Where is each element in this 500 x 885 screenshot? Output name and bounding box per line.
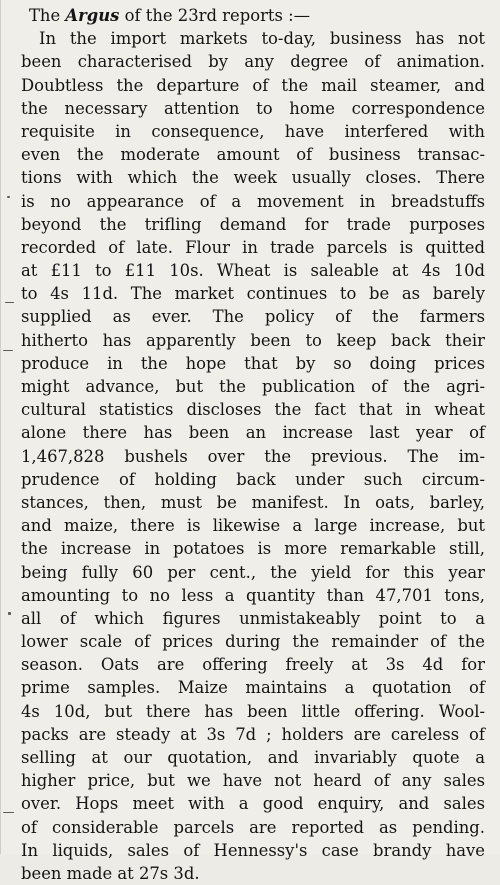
article-line: over. Hops meet with a good enquiry, and sales bbox=[21, 794, 485, 814]
article-line: at £11 to £11 10s. Wheat is saleable at 4s 10d bbox=[21, 261, 485, 281]
article-line: being fully 60 per cent., the yield for this year bbox=[21, 562, 485, 582]
article-line: the increase in potatoes is more remarkable still, bbox=[21, 539, 485, 559]
print-speck bbox=[3, 350, 13, 351]
article-line: selling at our quotation, and invariably quote a bbox=[21, 748, 485, 767]
article-line: even the moderate amount of business transac- bbox=[21, 145, 485, 165]
article-line: produce in the hope that by so doing prices bbox=[21, 353, 485, 373]
article-line: of considerable parcels are reported as pending. bbox=[21, 817, 485, 837]
article-line: stances, then, must be manifest. In oats, barley, bbox=[21, 492, 485, 512]
article-line: all of which figures unmistakeably point to a bbox=[21, 608, 485, 628]
article-line: requisite in consequence, have interfered with bbox=[21, 121, 485, 141]
article-line: tions with which the week usually closes. There bbox=[21, 168, 485, 188]
article-line: higher price, but we have not heard of any sales bbox=[21, 771, 485, 791]
article-line: Doubtless the departure of the mail steamer, and bbox=[21, 75, 485, 95]
article-line: prime samples. Maize maintains a quotation of bbox=[21, 678, 485, 698]
article-line: to 4s 11d. The market continues to be as barely bbox=[21, 284, 485, 304]
heading-suffix: of the 23rd reports :— bbox=[119, 6, 311, 25]
article-line: beyond the trifling demand for trade purposes bbox=[21, 214, 485, 234]
print-speck bbox=[8, 612, 11, 615]
article-column bbox=[21, 4, 485, 885]
article-line: hitherto has apparently been to keep back their bbox=[21, 330, 485, 350]
article-line: lower scale of prices during the remainder of the bbox=[21, 632, 485, 652]
article-line: supplied as ever. The policy of the farmers bbox=[21, 307, 485, 327]
article-heading bbox=[21, 4, 485, 27]
article-line: prudence of holding back under such circum- bbox=[21, 469, 485, 489]
article-line: cultural statistics discloses the fact that in wheat bbox=[21, 400, 485, 420]
print-speck bbox=[7, 196, 10, 198]
article-line: amounting to no less a quantity than 47,701 tons, bbox=[21, 585, 485, 605]
article-line: been characterised by any degree of animation. bbox=[21, 52, 485, 72]
article-line: recorded of late. Flour in trade parcels is quitted bbox=[21, 237, 485, 257]
article-line: and maize, there is likewise a large increase, but bbox=[21, 516, 485, 536]
article-line: the necessary attention to home correspondence bbox=[21, 98, 485, 118]
article-line: 4s 10d, but there has been little offering. Wool- bbox=[21, 701, 485, 721]
article-line: In liquids, sales of Hennessy's case brandy have bbox=[21, 840, 485, 860]
article-line: In the import markets to-day, business has not bbox=[39, 29, 485, 49]
article-line: alone there has been an increase last year of bbox=[21, 423, 485, 443]
print-speck bbox=[3, 812, 14, 813]
article-line: season. Oats are offering freely at 3s 4d for bbox=[21, 655, 485, 675]
article-line: packs are steady at 3s 7d ; holders are careless of bbox=[21, 724, 485, 744]
article-line: might advance, but the publication of the agri- bbox=[21, 377, 485, 396]
article-line: 1,467,828 bushels over the previous. The im- bbox=[21, 446, 485, 466]
article-line: been made at 27s 3d. bbox=[21, 863, 200, 883]
newspaper-name: Argus bbox=[65, 6, 120, 25]
print-speck bbox=[5, 302, 14, 303]
article-line: is no appearance of a movement in breadstuffs bbox=[21, 191, 485, 211]
heading-prefix: The bbox=[29, 6, 66, 25]
